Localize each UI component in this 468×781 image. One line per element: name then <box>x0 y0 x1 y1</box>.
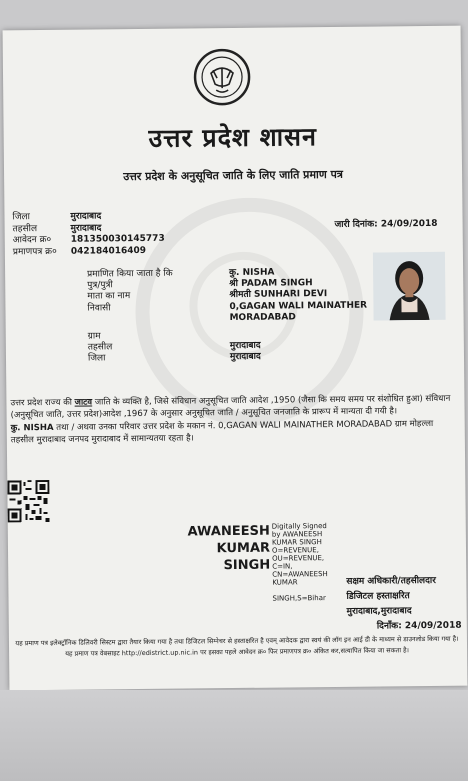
qr-code-icon <box>7 480 49 522</box>
sig-detail-3: KUMAR SINGH <box>271 538 322 547</box>
sig-detail-1: Digitally Signed <box>271 522 327 531</box>
certificate-label: प्रमाणपत्र क्र० <box>12 246 57 257</box>
father-value: श्री PADAM SINGH <box>229 278 313 290</box>
district-value: मुरादाबाद <box>70 211 102 222</box>
resident-label: निवासी <box>87 302 111 314</box>
sig-detail-6: C=IN, <box>272 562 293 571</box>
body-p1-a: उत्तर प्रदेश राज्य की <box>10 397 72 409</box>
sig-detail-9: SINGH,S=Bihar <box>272 594 326 603</box>
body-p2-d: ग्राम मोहल्ला तहसील मुरादाबाद जनपद मुरादाबाद में सामान्यतया रहता है। <box>10 418 434 445</box>
body-p2-a: कु. NISHA <box>10 422 54 434</box>
backdrop-surface <box>0 690 468 781</box>
sig-detail-8: KUMAR <box>272 578 298 587</box>
officer-date: दिनाँक: 24/09/2018 <box>376 620 462 632</box>
certificate-paper <box>3 26 468 691</box>
caste-name: जाटव <box>74 397 93 408</box>
meta-block <box>12 211 164 259</box>
signature-line-1: AWANEESH <box>187 523 270 540</box>
certificate-body <box>10 394 455 447</box>
officer-place: मुरादाबाद,मुरादाबाद <box>346 606 412 617</box>
signature-line-2: KUMAR <box>216 540 271 557</box>
digital-signature-details <box>272 522 328 603</box>
page-title: उत्तर प्रदेश शासन <box>148 122 318 153</box>
officer-block <box>346 574 461 635</box>
digital-signature-name <box>180 523 271 575</box>
body-paragraph-2 <box>11 419 456 447</box>
detail-tehsil-label: तहसील <box>87 342 113 353</box>
father-label: पुत्र/पुत्री <box>87 280 113 291</box>
sig-detail-2: by AWANEESH <box>271 530 323 539</box>
tehsil-value: मुरादाबाद <box>70 222 102 234</box>
mother-value: श्रीमती SUNHARI DEVI <box>229 289 328 301</box>
detail-district-label: जिला <box>87 353 106 364</box>
sig-detail-5: OU=REVENUE, <box>272 554 325 563</box>
sig-detail-4: O=REVENUE, <box>271 546 319 555</box>
footer-note: यह प्रमाण पत्र इलेक्ट्रॉनिक डिलिवरी सिस्टम द्वारा तैयार किया गया है तथा डिजिटल सिग्नेचर से हस्ताक्षरित है एवम् आवेदक द्वारा स्वयं की लॉग इन आई डी के माध्यम से डाउनलोड किया गया है। यह प्रमाण पत्र वेबसाइट http://edistrict.up.nic.in पर इसका पहले आवेदन क्र० फिर प्रमाणपत्र क्र० अंकित कर,सत्यापित किया जा सकता है। <box>15 634 459 658</box>
applicant-photo <box>373 252 446 321</box>
detail-district-value: मुरादाबाद <box>229 352 261 363</box>
application-label: आवेदन क्र० <box>12 234 52 246</box>
village-label: ग्राम <box>87 331 101 342</box>
body-p1-b: जाति के व्यक्ति है, जिसे संविधान अनुसूचित जाति आदेश ,1950 (जैसा कि समय समय पर संशोधित हुआ) संविधान (अनुसूचित जाति, उत्तर प्रदेश)आदेश ,1967 के अनुसार अनुसूचित जाति / अनुसूचित जनजाति के प्रारूप में मान्यता दी गयी है। <box>10 393 451 420</box>
application-number: 181350030145773 <box>70 233 165 245</box>
certificate-subtitle: उत्तर प्रदेश के अनुसूचित जाति के लिए जाति प्रमाण पत्र <box>123 167 344 184</box>
certificate-number: 042184016409 <box>70 245 147 257</box>
body-p2-c: 0,GAGAN WALI MAINATHER MORADABAD <box>218 419 393 432</box>
tehsil-label: तहसील <box>12 223 38 234</box>
up-government-emblem-icon <box>193 48 252 107</box>
body-p2-b: तथा / अथवा उनका परिवार उत्तर प्रदेश के मकान नं. <box>56 421 216 433</box>
body-paragraph-1 <box>10 394 455 422</box>
signature-line-3: SINGH <box>223 557 271 574</box>
officer-signed: डिजिटल हस्ताक्षरित <box>346 591 410 602</box>
details-block <box>87 266 380 365</box>
issue-date: जारी दिनांक: 24/09/2018 <box>334 218 438 230</box>
name-label: प्रमाणित किया जाता है कि <box>87 268 173 280</box>
district-label: जिला <box>12 212 31 223</box>
name-value: कु. NISHA <box>229 267 275 279</box>
person-photo-icon <box>373 252 446 321</box>
mother-label: माता का नाम <box>87 291 131 302</box>
sig-detail-7: CN=AWANEESH <box>272 570 328 579</box>
officer-designation: सक्षम अधिकारी/तहसीलदार <box>346 575 436 587</box>
resident-value: 0,GAGAN WALI MAINATHER MORADABAD <box>229 300 368 323</box>
detail-tehsil-value: मुरादाबाद <box>229 340 261 352</box>
